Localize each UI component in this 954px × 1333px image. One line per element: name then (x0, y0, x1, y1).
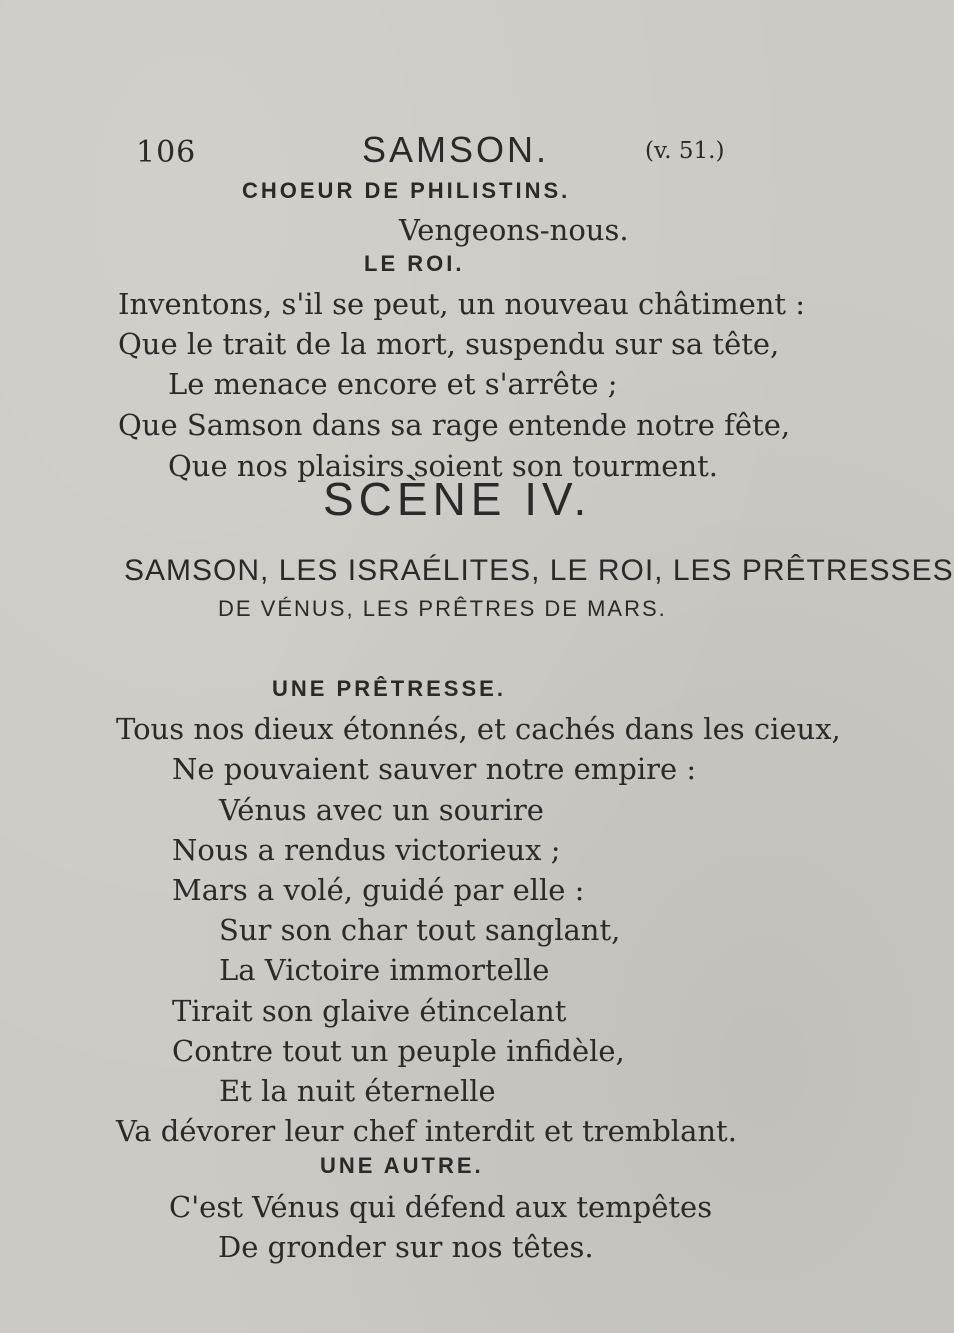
speaker-choeur: CHOEUR DE PHILISTINS. (242, 178, 571, 203)
verse-line: Vengeons-nous. (399, 213, 629, 247)
speaker-une-autre: UNE AUTRE. (320, 1153, 484, 1178)
verse-line: Va dévorer leur chef interdit et tremblant. (116, 1114, 737, 1148)
verse-line: Mars a volé, guidé par elle : (172, 873, 585, 907)
verse-line: Que le trait de la mort, suspendu sur sa tête, (118, 327, 780, 361)
verse-line: De gronder sur nos têtes. (218, 1230, 594, 1264)
cast-list-line: SAMSON, LES ISRAÉLITES, LE ROI, LES PRÊTRESSES (124, 554, 954, 587)
cast-list-line: DE VÉNUS, LES PRÊTRES DE MARS. (218, 596, 667, 621)
verse-line: Que nos plaisirs soient son tourment. (168, 449, 719, 483)
verse-line: Que Samson dans sa rage entende notre fête, (118, 408, 791, 442)
verse-line: Inventons, s'il se peut, un nouveau châtiment : (118, 287, 806, 321)
speaker-pretresse: UNE PRÊTRESSE. (272, 676, 506, 701)
verse-line: Le menace encore et s'arrête ; (168, 367, 618, 401)
verse-line: Tirait son glaive étincelant (172, 994, 567, 1028)
speaker-roi: LE ROI. (364, 251, 465, 276)
verse-line: Sur son char tout sanglant, (219, 913, 621, 947)
scene-title: SCÈNE IV. (323, 473, 592, 525)
verse-line: Tous nos dieux étonnés, et cachés dans les cieux, (116, 712, 841, 746)
verse-line: La Victoire immortelle (219, 953, 550, 987)
verse-line: Et la nuit éternelle (219, 1074, 496, 1108)
page-number: 106 (136, 135, 197, 170)
verse-line: Nous a rendus victorieux ; (172, 833, 561, 867)
verse-line: Vénus avec un sourire (219, 793, 544, 827)
running-title: SAMSON. (362, 129, 550, 170)
verse-line: C'est Vénus qui défend aux tempêtes (169, 1190, 713, 1224)
verse-line: Contre tout un peuple infidèle, (172, 1034, 625, 1068)
verse-line: Ne pouvaient sauver notre empire : (172, 752, 697, 786)
verse-reference: (v. 51.) (645, 138, 725, 164)
